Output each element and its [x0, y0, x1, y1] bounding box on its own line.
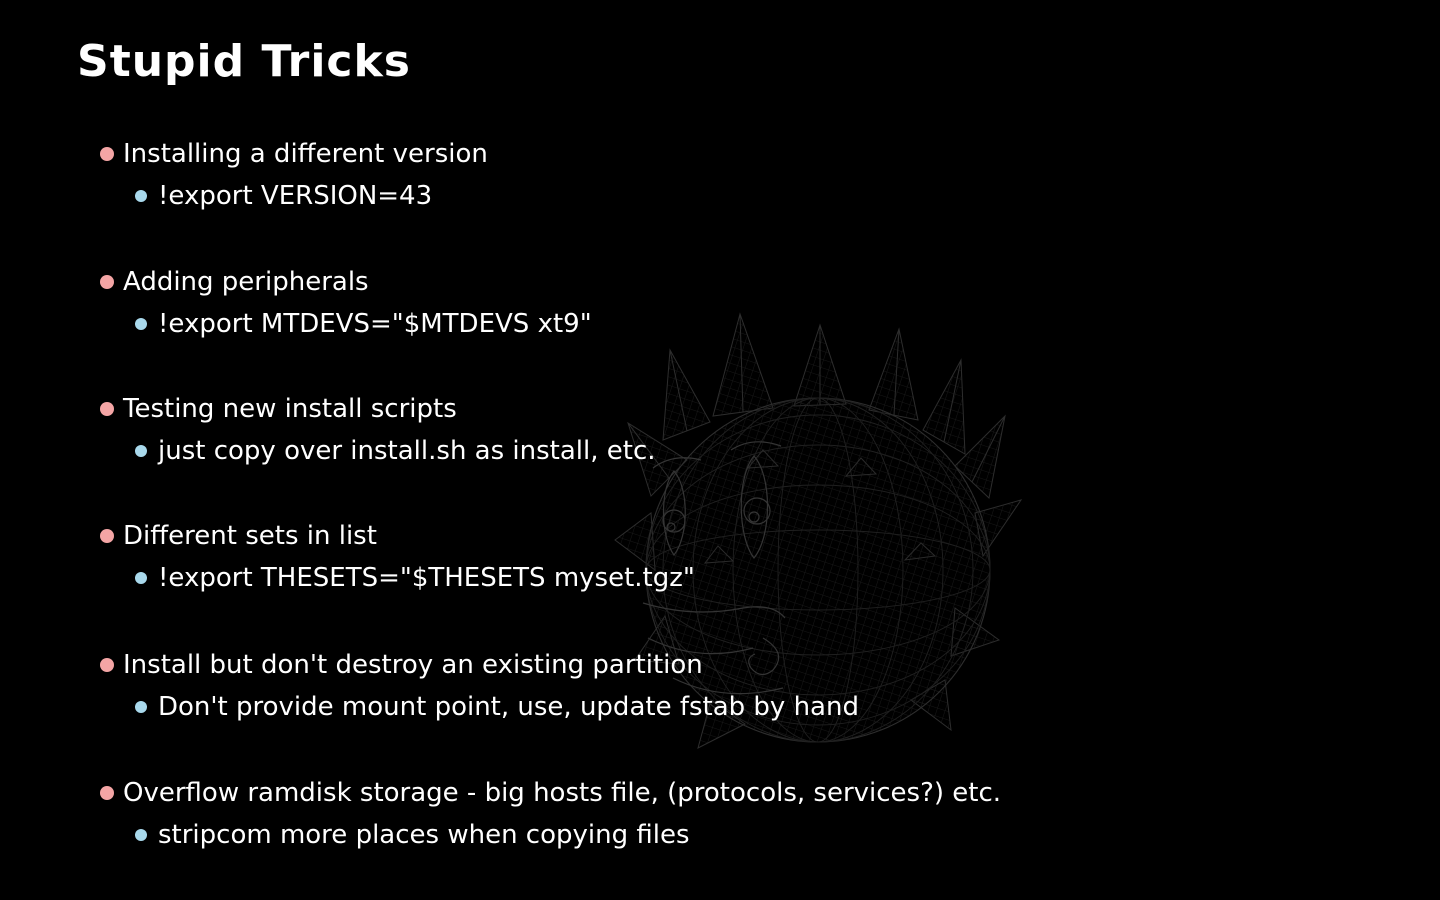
sub-bullet-text: Don't provide mount point, use, update fstab by hand	[158, 692, 859, 722]
sub-bullet-text: !export MTDEVS="$MTDEVS xt9"	[158, 309, 592, 339]
sub-bullet-text: !export VERSION=43	[158, 181, 433, 211]
bullet-item	[100, 265, 369, 299]
sub-bullet-item	[135, 561, 695, 595]
sub-bullet-item	[135, 690, 859, 724]
bullet-item	[100, 648, 703, 682]
bullet-text: Different sets in list	[123, 521, 377, 551]
bullet-icon	[135, 318, 147, 330]
slide-title: Stupid Tricks	[77, 36, 411, 87]
sub-bullet-item	[135, 307, 592, 341]
bullet-icon	[100, 658, 114, 672]
sub-bullet-text: !export THESETS="$THESETS myset.tgz"	[158, 563, 695, 593]
bullet-icon	[135, 701, 147, 713]
bullet-icon	[100, 402, 114, 416]
bullet-icon	[100, 529, 114, 543]
bullet-icon	[100, 786, 114, 800]
bullet-icon	[135, 445, 147, 457]
bullet-text: Install but don't destroy an existing partition	[123, 650, 703, 680]
bullet-item	[100, 137, 488, 171]
bullet-item	[100, 776, 1001, 810]
sub-bullet-item	[135, 818, 690, 852]
sub-bullet-text: stripcom more places when copying files	[158, 820, 690, 850]
bullet-icon	[135, 190, 147, 202]
bullet-item	[100, 392, 457, 426]
bullet-text: Adding peripherals	[123, 267, 369, 297]
bullet-text: Installing a different version	[123, 139, 488, 169]
bullet-text: Overflow ramdisk storage - big hosts file, (protocols, services?) etc.	[123, 778, 1002, 808]
sub-bullet-item	[135, 434, 656, 468]
sub-bullet-text: just copy over install.sh as install, etc.	[158, 436, 656, 466]
bullet-icon	[135, 829, 147, 841]
bullet-item	[100, 519, 377, 553]
bullet-text: Testing new install scripts	[123, 394, 457, 424]
sub-bullet-item	[135, 179, 432, 213]
bullet-icon	[100, 275, 114, 289]
bullet-icon	[100, 147, 114, 161]
bullet-icon	[135, 572, 147, 584]
